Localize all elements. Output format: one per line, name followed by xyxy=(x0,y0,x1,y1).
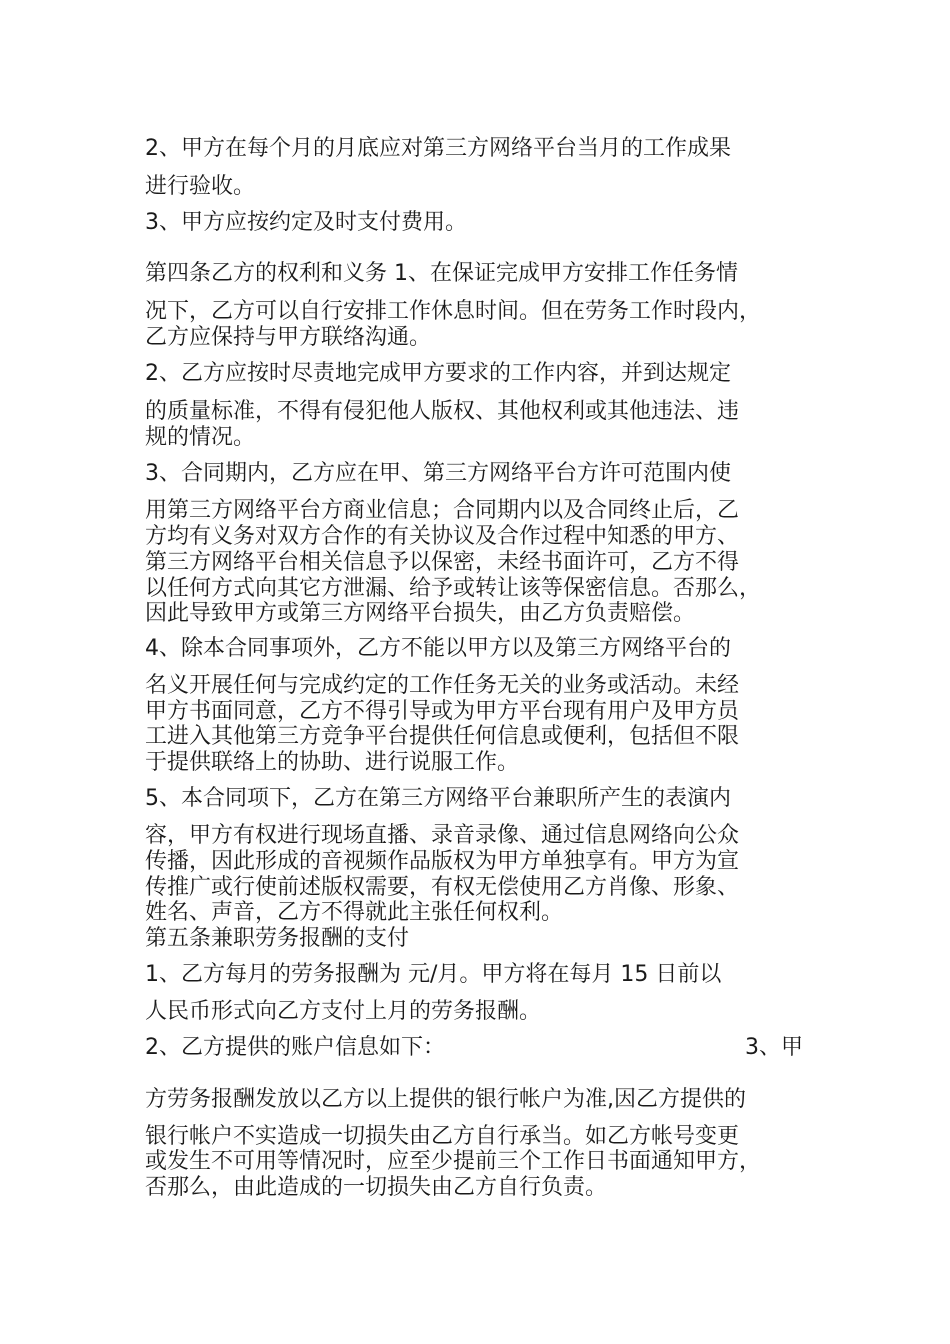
text-line: 3、合同期内，乙方应在甲、第三方网络平台方许可范围内使 xyxy=(145,461,731,486)
text-line: 传播，因此形成的音视频作品版权为甲方单独享有。甲方为宣 xyxy=(145,849,740,874)
text-line: 3、甲 xyxy=(745,1035,803,1060)
text-line: 于提供联络上的协助、进行说服工作。 xyxy=(145,750,520,775)
text-line: 否那么，由此造成的一切损失由乙方自行负责。 xyxy=(145,1175,608,1200)
text-line: 以任何方式向其它方泄漏、给予或转让该等保密信息。否那么， xyxy=(145,576,762,601)
text-line: 名义开展任何与完成约定的工作任务无关的业务或活动。未经 xyxy=(145,673,740,698)
text-line: 乙方应保持与甲方联络沟通。 xyxy=(145,325,432,350)
text-line: 第四条乙方的权利和义务 1、在保证完成甲方安排工作任务情 xyxy=(145,261,738,286)
text-line: 方劳务报酬发放以乙方以上提供的银行帐户为准,因乙方提供的 xyxy=(145,1087,746,1112)
text-line: 的质量标准，不得有侵犯他人版权、其他权利或其他违法、违 xyxy=(145,399,740,424)
text-line: 第三方网络平台相关信息予以保密，未经书面许可，乙方不得 xyxy=(145,550,740,575)
text-line: 1、乙方每月的劳务报酬为 元/月。甲方将在每月 15 日前以 xyxy=(145,962,722,987)
text-line: 工进入其他第三方竞争平台提供任何信息或便利，包括但不限 xyxy=(145,724,740,749)
text-line: 2、乙方提供的账户信息如下： xyxy=(145,1035,445,1060)
text-line: 进行验收。 xyxy=(145,174,256,199)
section-heading: 第五条兼职劳务报酬的支付 xyxy=(145,926,410,951)
text-line: 或发生不可用等情况时，应至少提前三个工作日书面通知甲方， xyxy=(145,1149,762,1174)
text-line: 容，甲方有权进行现场直播、录音录像、通过信息网络向公众 xyxy=(145,823,740,848)
text-line: 规的情况。 xyxy=(145,425,256,450)
text-line: 姓名、声音，乙方不得就此主张任何权利。 xyxy=(145,900,564,925)
text-line: 甲方书面同意，乙方不得引导或为甲方平台现有用户及甲方员 xyxy=(145,699,740,724)
text-line: 2、甲方在每个月的月底应对第三方网络平台当月的工作成果 xyxy=(145,136,731,161)
text-line: 3、甲方应按约定及时支付费用。 xyxy=(145,210,467,235)
text-line: 银行帐户不实造成一切损失由乙方自行承当。如乙方帐号变更 xyxy=(145,1124,740,1149)
text-line: 4、除本合同事项外，乙方不能以甲方以及第三方网络平台的 xyxy=(145,636,731,661)
text-line: 传推广或行使前述版权需要，有权无偿使用乙方肖像、形象、 xyxy=(145,875,740,900)
text-line: 5、本合同项下，乙方在第三方网络平台兼职所产生的表演内 xyxy=(145,786,731,811)
text-line: 人民币形式向乙方支付上月的劳务报酬。 xyxy=(145,999,542,1024)
text-line: 方均有义务对双方合作的有关协议及合作过程中知悉的甲方、 xyxy=(145,524,740,549)
text-line: 用第三方网络平台方商业信息；合同期内以及合同终止后，乙 xyxy=(145,498,740,523)
text-line: 2、乙方应按时尽责地完成甲方要求的工作内容，并到达规定 xyxy=(145,361,731,386)
text-line: 况下，乙方可以自行安排工作休息时间。但在劳务工作时段内， xyxy=(145,299,762,324)
text-line: 因此导致甲方或第三方网络平台损失，由乙方负责赔偿。 xyxy=(145,601,696,626)
